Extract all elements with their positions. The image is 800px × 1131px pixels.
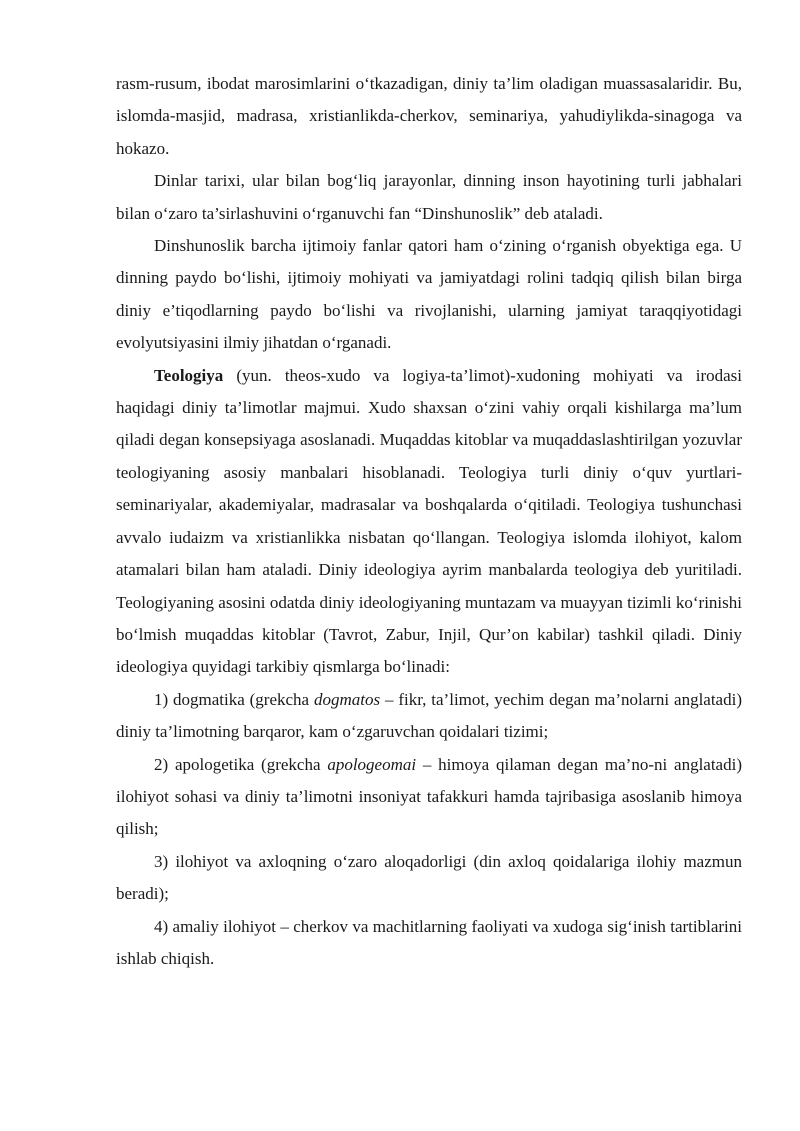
item-2-prefix: 2) apologetika (grekcha <box>154 754 328 774</box>
list-item-theology-ethics: 3) ilohiyot va axloqning o‘zaro aloqadorligi (din axloq qoidalariga ilohiy mazmun beradi); <box>116 851 742 904</box>
item-1-prefix: 1) dogmatika (grekcha <box>154 689 314 709</box>
document-page <box>116 68 742 975</box>
paragraph-religious-studies-object: Dinshunoslik barcha ijtimoiy fanlar qatori ham o‘zining o‘rganish obyektiga ega. U dinning paydo bo‘lishi, ijtimoiy mohiyati va jamiyatdagi rolini tadqiq qilish bilan birga diniy e’tiqodlarning paydo bo‘lishi va rivojlanishi, ularning jamiyat taraqqiyotidagi evolyutsiyasini ilmiy jihatdan o‘rganadi. <box>116 236 742 353</box>
term-apologeomai: apologeomai <box>327 754 417 774</box>
term-dogmatos: dogmatos <box>313 689 381 709</box>
item-1-suffix: – fikr, ta’limot, yechim degan ma’nolarni anglatadi) diniy ta’limotning barqaror, kam o‘zgaruvchan qoidalari tizimi; <box>116 689 742 742</box>
paragraph-institutions: rasm-rusum, ibodat marosimlarini o‘tkazadigan, diniy ta’lim oladigan muassasalaridir. Bu, islomda-masjid, madrasa, xristianlikda-cherkov, seminariya, yahudiylikda-sinagoga va hokazo. <box>116 74 742 158</box>
item-2-suffix: – himoya qilaman degan ma’no-ni anglatadi) ilohiyot sohasi va diniy ta’limotni insoniyat tafakkuri hamda tajribasiga asoslanib himoya qilish; <box>116 754 742 839</box>
paragraph-history-of-religions: Dinlar tarixi, ular bilan bog‘liq jarayonlar, dinning inson hayotining turli jabhalari bilan o‘zaro ta’sirlashuvini o‘rganuvchi fan “Dinshunoslik” deb ataladi. <box>116 171 742 223</box>
term-theology: Teologiya <box>154 365 224 385</box>
list-item-practical-theology: 4) amaliy ilohiyot – cherkov va machitlarning faoliyati va xudoga sig‘inish tartiblarini ishlab chiqish. <box>116 916 742 968</box>
list-item-dogmatics <box>116 684 742 749</box>
theology-definition: (yun. theos-xudo va logiya-ta’limot)-xudoning mohiyati va irodasi haqidagi diniy ta’limotlar majmui. Xudo shaxsan o‘zini vahiy orqali kishilarga ma’lum qiladi degan konsepsiyaga asoslanadi. Muqaddas kitoblar va muqaddaslashtirilgan yozuvlar teologiyaning asosiy manbalari hisoblanadi. Teologiya turli diniy o‘quv yurtlari-seminariyalar, akademiyalar, madrasalar va boshqalarda o‘qitiladi. Teologiya tushunchasi avvalo iudaizm va xristianlikka nisbatan qo‘llangan. Teologiya islomda ilohiyot, kalom atamalari bilan ham ataladi. Diniy ideologiya ayrim manbalarda teologiya deb yuritiladi. Teologiyaning asosini odatda diniy ideologiyaning muntazam va muayyan tizimli ko‘rinishi bo‘lmish muqaddas kitoblar (Tavrot, Zabur, Injil, Qur’on kabilar) tashkil qiladi. Diniy ideologiya quyidagi tarkibiy qismlarga bo‘linadi: <box>116 365 742 677</box>
list-item-apologetics <box>116 749 742 846</box>
paragraph-theology <box>116 360 742 684</box>
